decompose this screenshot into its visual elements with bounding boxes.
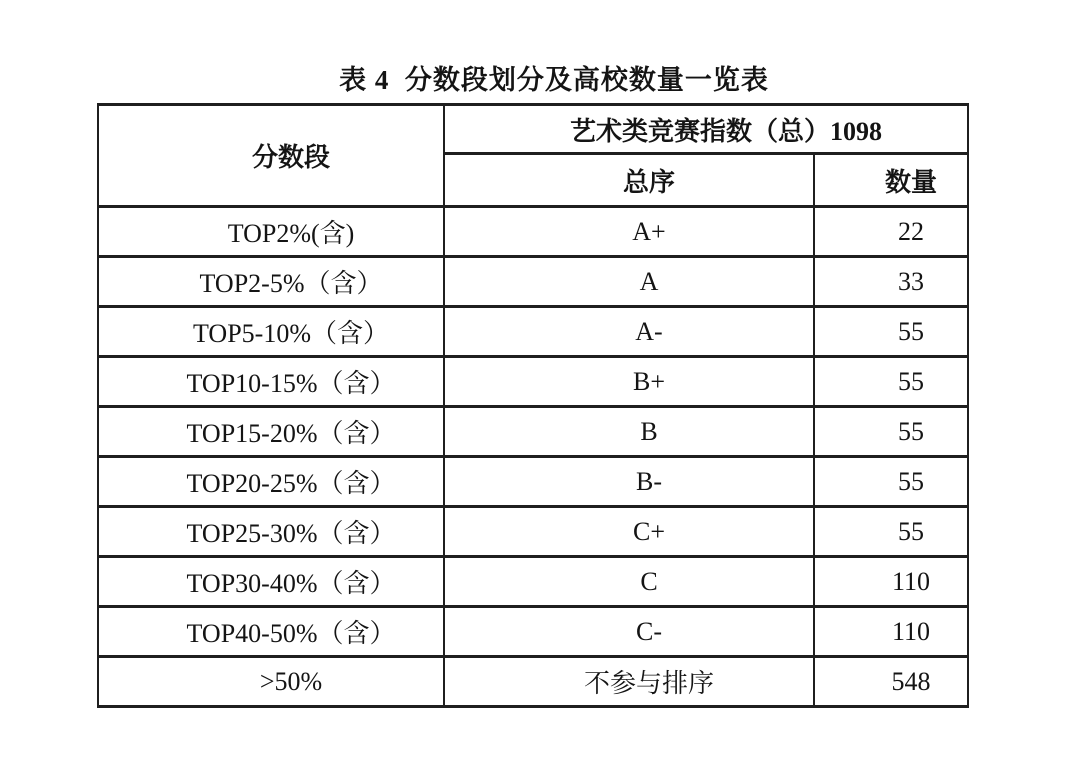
page-title: 表 4 分数段划分及高校数量一览表 [339, 65, 769, 95]
cell-order: C [444, 557, 814, 607]
col-header-order: 总序 [444, 154, 814, 207]
cell-count: 55 [814, 507, 968, 557]
cell-segment: TOP2-5%（含） [98, 257, 444, 307]
table-row [98, 507, 968, 557]
cell-order: C+ [444, 507, 814, 557]
cell-order: B [444, 407, 814, 457]
group-header-index-total: 艺术类竞赛指数（总）1098 [444, 105, 968, 154]
cell-order: B+ [444, 357, 814, 407]
cell-segment: TOP30-40%（含） [98, 557, 444, 607]
cell-count: 110 [814, 607, 968, 657]
table-row [98, 407, 968, 457]
col-header-count: 数量 [814, 154, 968, 207]
cell-segment: TOP20-25%（含） [98, 457, 444, 507]
cell-order: A- [444, 307, 814, 357]
cell-segment: TOP40-50%（含） [98, 607, 444, 657]
table-row [98, 457, 968, 507]
table-row [98, 257, 968, 307]
table-row [98, 357, 968, 407]
cell-segment: TOP2%(含) [98, 207, 444, 257]
cell-order: A [444, 257, 814, 307]
cell-count: 55 [814, 357, 968, 407]
cell-segment: TOP10-15%（含） [98, 357, 444, 407]
cell-segment: TOP25-30%（含） [98, 507, 444, 557]
score-segment-table [97, 103, 969, 708]
cell-count: 55 [814, 457, 968, 507]
cell-order: A+ [444, 207, 814, 257]
table-row [98, 657, 968, 707]
table-row [98, 307, 968, 357]
cell-segment: >50% [98, 657, 444, 707]
cell-count: 33 [814, 257, 968, 307]
cell-count: 548 [814, 657, 968, 707]
cell-count: 55 [814, 307, 968, 357]
table-row [98, 557, 968, 607]
col-header-segment: 分数段 [98, 105, 444, 207]
header-row-group [98, 105, 968, 154]
cell-order: 不参与排序 [444, 657, 814, 707]
cell-order: B- [444, 457, 814, 507]
cell-count: 22 [814, 207, 968, 257]
cell-count: 110 [814, 557, 968, 607]
cell-order: C- [444, 607, 814, 657]
table-row [98, 207, 968, 257]
cell-count: 55 [814, 407, 968, 457]
cell-segment: TOP5-10%（含） [98, 307, 444, 357]
cell-segment: TOP15-20%（含） [98, 407, 444, 457]
table-row [98, 607, 968, 657]
